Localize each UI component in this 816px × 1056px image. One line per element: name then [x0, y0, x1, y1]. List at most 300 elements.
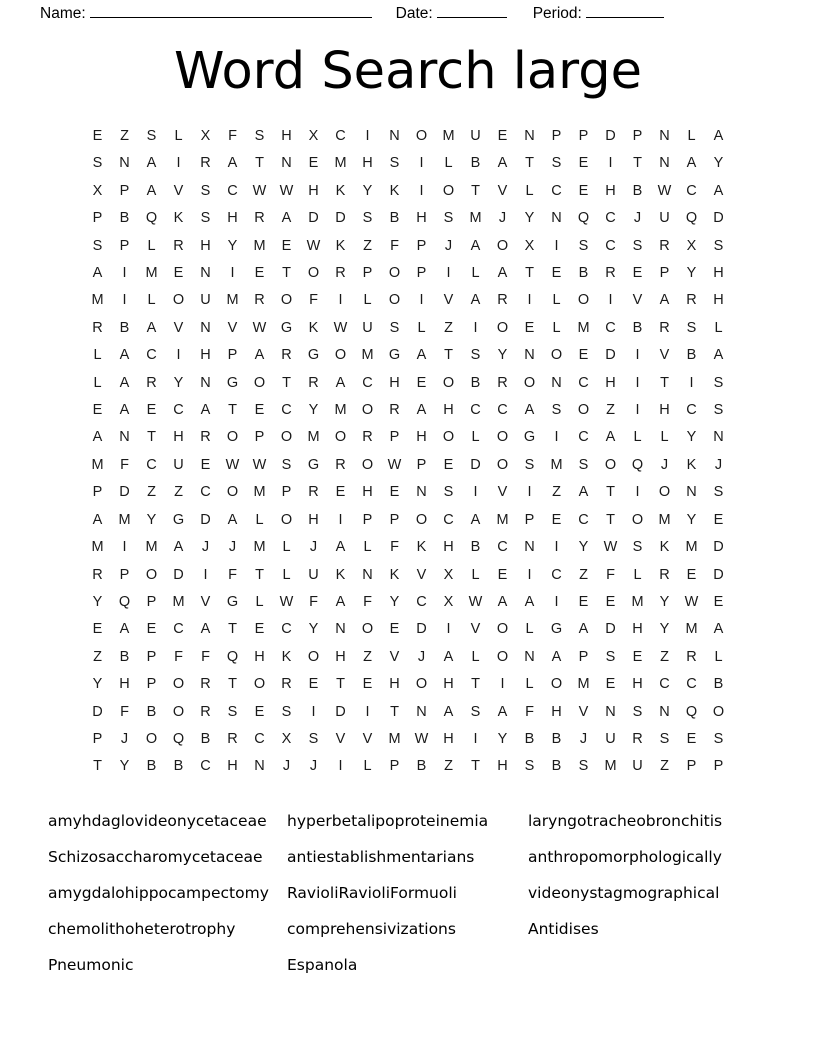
grid-cell[interactable]: E — [281, 237, 292, 254]
grid-cell[interactable]: S — [362, 210, 373, 227]
grid-cell[interactable]: L — [255, 511, 264, 528]
grid-cell[interactable]: P — [416, 237, 427, 254]
grid-cell[interactable]: A — [416, 402, 427, 419]
grid-cell[interactable]: L — [471, 429, 480, 446]
grid-cell[interactable]: N — [659, 128, 670, 144]
grid-cell[interactable]: H — [551, 703, 562, 720]
grid-cell[interactable]: P — [146, 648, 157, 665]
grid-cell[interactable]: Z — [552, 484, 561, 501]
grid-cell[interactable]: E — [146, 621, 157, 638]
grid-cell[interactable]: S — [551, 402, 562, 419]
grid-cell[interactable]: U — [632, 758, 643, 775]
grid-cell[interactable]: S — [524, 758, 535, 775]
grid-cell[interactable]: A — [578, 484, 589, 501]
grid-cell[interactable]: A — [335, 539, 346, 556]
grid-cell[interactable]: I — [635, 374, 640, 391]
grid-cell[interactable]: O — [361, 621, 374, 638]
grid-cell[interactable]: K — [659, 539, 670, 556]
grid-cell[interactable]: L — [147, 237, 156, 254]
grid-cell[interactable]: R — [200, 703, 211, 720]
grid-cell[interactable]: C — [146, 456, 157, 473]
grid-cell[interactable]: T — [336, 676, 345, 693]
grid-cell[interactable]: B — [524, 730, 535, 747]
grid-cell[interactable]: C — [686, 402, 697, 419]
grid-cell[interactable]: F — [120, 456, 129, 473]
grid-cell[interactable]: N — [524, 539, 535, 556]
grid-cell[interactable]: G — [172, 511, 185, 528]
grid-cell[interactable]: I — [419, 292, 424, 309]
grid-cell[interactable]: J — [309, 758, 318, 775]
grid-cell[interactable]: C — [254, 730, 265, 747]
grid-cell[interactable]: C — [605, 237, 616, 254]
grid-cell[interactable]: I — [500, 676, 505, 693]
grid-cell[interactable]: T — [444, 347, 453, 364]
grid-cell[interactable]: V — [578, 703, 589, 720]
grid-cell[interactable]: I — [446, 621, 451, 638]
grid-cell[interactable]: A — [335, 593, 346, 610]
grid-cell[interactable]: A — [659, 292, 670, 309]
grid-cell[interactable]: J — [228, 539, 237, 556]
grid-cell[interactable]: E — [254, 402, 265, 419]
grid-cell[interactable]: I — [554, 237, 559, 254]
grid-cell[interactable]: O — [280, 429, 293, 446]
grid-cell[interactable]: I — [635, 484, 640, 501]
grid-cell[interactable]: P — [146, 593, 157, 610]
grid-cell[interactable]: I — [365, 703, 370, 720]
grid-cell[interactable]: C — [686, 676, 697, 693]
grid-cell[interactable]: A — [497, 265, 508, 282]
grid-cell[interactable]: T — [390, 703, 399, 720]
grid-cell[interactable]: H — [119, 676, 130, 693]
grid-cell[interactable]: S — [281, 456, 292, 473]
grid-cell[interactable]: S — [443, 484, 454, 501]
grid-cell[interactable]: H — [605, 182, 616, 199]
grid-cell[interactable]: H — [713, 292, 724, 309]
grid-cell[interactable]: O — [415, 676, 428, 693]
grid-cell[interactable]: P — [524, 511, 535, 528]
grid-cell[interactable]: M — [253, 484, 266, 501]
grid-cell[interactable]: K — [389, 566, 400, 583]
grid-cell[interactable]: F — [390, 237, 399, 254]
grid-cell[interactable]: N — [524, 347, 535, 364]
grid-cell[interactable]: I — [635, 402, 640, 419]
grid-cell[interactable]: O — [172, 676, 185, 693]
grid-cell[interactable]: E — [605, 676, 616, 693]
grid-cell[interactable]: L — [93, 374, 102, 391]
grid-cell[interactable]: M — [334, 402, 347, 419]
grid-cell[interactable]: C — [281, 621, 292, 638]
grid-cell[interactable]: H — [200, 347, 211, 364]
grid-cell[interactable]: E — [443, 456, 454, 473]
grid-cell[interactable]: T — [228, 621, 237, 638]
grid-cell[interactable]: Y — [659, 593, 670, 610]
grid-cell[interactable]: T — [660, 374, 669, 391]
grid-cell[interactable]: M — [226, 292, 239, 309]
grid-cell[interactable]: Z — [444, 319, 453, 336]
grid-cell[interactable]: E — [686, 730, 697, 747]
grid-cell[interactable]: T — [471, 182, 480, 199]
grid-cell[interactable]: S — [713, 374, 724, 391]
grid-cell[interactable]: S — [443, 210, 454, 227]
grid-cell[interactable]: P — [551, 128, 562, 144]
grid-cell[interactable]: N — [686, 484, 697, 501]
grid-cell[interactable]: X — [443, 593, 454, 610]
grid-cell[interactable]: W — [252, 182, 267, 199]
grid-cell[interactable]: O — [442, 182, 455, 199]
grid-cell[interactable]: Y — [227, 237, 238, 254]
grid-cell[interactable]: H — [443, 402, 454, 419]
grid-cell[interactable]: M — [496, 511, 509, 528]
grid-cell[interactable]: A — [173, 539, 184, 556]
grid-cell[interactable]: F — [228, 128, 237, 144]
grid-cell[interactable]: R — [335, 265, 346, 282]
grid-cell[interactable]: Y — [308, 621, 319, 638]
grid-cell[interactable]: B — [119, 210, 130, 227]
grid-cell[interactable]: A — [119, 374, 130, 391]
grid-cell[interactable]: M — [253, 237, 266, 254]
grid-cell[interactable]: I — [554, 593, 559, 610]
grid-cell[interactable]: B — [119, 319, 130, 336]
grid-cell[interactable]: P — [713, 758, 724, 775]
grid-cell[interactable]: T — [255, 566, 264, 583]
grid-cell[interactable]: O — [496, 429, 509, 446]
grid-cell[interactable]: Y — [713, 155, 724, 172]
grid-cell[interactable]: R — [659, 237, 670, 254]
grid-cell[interactable]: B — [389, 210, 400, 227]
grid-cell[interactable]: O — [172, 703, 185, 720]
grid-cell[interactable]: S — [632, 237, 643, 254]
grid-cell[interactable]: N — [335, 621, 346, 638]
grid-cell[interactable]: F — [309, 292, 318, 309]
grid-cell[interactable]: P — [632, 128, 643, 144]
grid-cell[interactable]: L — [660, 429, 669, 446]
grid-cell[interactable]: H — [308, 182, 319, 199]
grid-cell[interactable]: W — [279, 593, 294, 610]
grid-cell[interactable]: H — [605, 374, 616, 391]
grid-cell[interactable]: F — [606, 566, 615, 583]
grid-cell[interactable]: Y — [578, 539, 589, 556]
grid-cell[interactable]: T — [471, 758, 480, 775]
period-blank-field[interactable] — [586, 4, 664, 18]
grid-cell[interactable]: C — [605, 210, 616, 227]
grid-cell[interactable]: Q — [172, 730, 185, 747]
grid-cell[interactable]: O — [712, 703, 725, 720]
grid-cell[interactable]: M — [145, 539, 158, 556]
grid-cell[interactable]: B — [416, 758, 427, 775]
grid-cell[interactable]: E — [497, 566, 508, 583]
grid-cell[interactable]: V — [443, 292, 454, 309]
grid-cell[interactable]: O — [361, 402, 374, 419]
grid-cell[interactable]: X — [686, 237, 697, 254]
grid-cell[interactable]: L — [714, 319, 723, 336]
grid-cell[interactable]: H — [443, 539, 454, 556]
grid-cell[interactable]: C — [227, 182, 238, 199]
grid-cell[interactable]: A — [524, 402, 535, 419]
grid-cell[interactable]: R — [686, 648, 697, 665]
grid-cell[interactable]: W — [684, 593, 699, 610]
grid-cell[interactable]: E — [578, 593, 589, 610]
grid-cell[interactable]: S — [470, 703, 481, 720]
grid-cell[interactable]: S — [92, 237, 103, 254]
grid-cell[interactable]: I — [608, 155, 613, 172]
grid-cell[interactable]: S — [713, 402, 724, 419]
grid-cell[interactable]: O — [442, 429, 455, 446]
grid-cell[interactable]: O — [577, 292, 590, 309]
grid-cell[interactable]: L — [525, 676, 534, 693]
grid-cell[interactable]: P — [281, 484, 292, 501]
grid-cell[interactable]: T — [525, 155, 534, 172]
grid-cell[interactable]: O — [415, 511, 428, 528]
grid-cell[interactable]: E — [632, 648, 643, 665]
grid-cell[interactable]: M — [604, 758, 617, 775]
grid-cell[interactable]: O — [145, 730, 158, 747]
grid-cell[interactable]: I — [527, 292, 532, 309]
grid-cell[interactable]: J — [120, 730, 129, 747]
grid-cell[interactable]: S — [713, 730, 724, 747]
date-blank-field[interactable] — [437, 4, 507, 18]
grid-cell[interactable]: L — [714, 648, 723, 665]
grid-cell[interactable]: E — [632, 265, 643, 282]
grid-cell[interactable]: U — [659, 210, 670, 227]
grid-cell[interactable]: A — [551, 648, 562, 665]
grid-cell[interactable]: R — [254, 292, 265, 309]
grid-cell[interactable]: Z — [363, 648, 372, 665]
grid-cell[interactable]: M — [118, 511, 131, 528]
grid-cell[interactable]: S — [578, 456, 589, 473]
grid-cell[interactable]: L — [282, 566, 291, 583]
grid-cell[interactable]: X — [443, 566, 454, 583]
grid-cell[interactable]: W — [225, 456, 240, 473]
grid-cell[interactable]: T — [147, 429, 156, 446]
grid-cell[interactable]: E — [416, 374, 427, 391]
grid-cell[interactable]: L — [525, 182, 534, 199]
grid-cell[interactable]: M — [388, 730, 401, 747]
word-list-item[interactable]: Antidises — [528, 919, 599, 938]
grid-cell[interactable]: H — [362, 155, 373, 172]
grid-cell[interactable]: E — [551, 511, 562, 528]
grid-cell[interactable]: D — [605, 347, 616, 364]
word-list-item[interactable]: videonystagmographical — [528, 883, 720, 902]
grid-cell[interactable]: I — [311, 703, 316, 720]
grid-cell[interactable]: L — [93, 347, 102, 364]
grid-cell[interactable]: C — [200, 758, 211, 775]
grid-cell[interactable]: I — [635, 347, 640, 364]
word-list-item[interactable]: Pneumonic — [48, 955, 134, 974]
grid-cell[interactable]: D — [713, 210, 724, 227]
grid-cell[interactable]: S — [389, 155, 400, 172]
grid-cell[interactable]: L — [471, 265, 480, 282]
grid-cell[interactable]: I — [554, 429, 559, 446]
grid-cell[interactable]: B — [632, 319, 643, 336]
grid-cell[interactable]: K — [173, 210, 184, 227]
grid-cell[interactable]: A — [92, 429, 103, 446]
grid-cell[interactable]: B — [173, 758, 184, 775]
grid-cell[interactable]: S — [281, 703, 292, 720]
grid-cell[interactable]: K — [281, 648, 292, 665]
grid-cell[interactable]: B — [200, 730, 211, 747]
grid-cell[interactable]: F — [201, 648, 210, 665]
grid-cell[interactable]: Y — [686, 265, 697, 282]
grid-cell[interactable]: D — [335, 703, 346, 720]
grid-cell[interactable]: M — [91, 539, 104, 556]
grid-cell[interactable]: A — [146, 182, 157, 199]
grid-cell[interactable]: I — [473, 730, 478, 747]
grid-cell[interactable]: V — [200, 593, 211, 610]
grid-cell[interactable]: M — [469, 210, 482, 227]
grid-cell[interactable]: R — [227, 730, 238, 747]
grid-cell[interactable]: W — [414, 730, 429, 747]
grid-cell[interactable]: M — [442, 128, 455, 144]
grid-cell[interactable]: K — [686, 456, 697, 473]
grid-cell[interactable]: P — [146, 676, 157, 693]
grid-cell[interactable]: E — [686, 566, 697, 583]
grid-cell[interactable]: I — [230, 265, 235, 282]
grid-cell[interactable]: H — [632, 676, 643, 693]
word-list-item[interactable]: Espanola — [287, 955, 358, 974]
grid-cell[interactable]: G — [307, 347, 320, 364]
grid-cell[interactable]: O — [496, 456, 509, 473]
grid-cell[interactable]: S — [254, 128, 265, 144]
grid-cell[interactable]: I — [473, 319, 478, 336]
grid-cell[interactable]: R — [281, 676, 292, 693]
grid-cell[interactable]: G — [388, 347, 401, 364]
grid-cell[interactable]: Y — [119, 758, 130, 775]
grid-cell[interactable]: E — [551, 265, 562, 282]
grid-cell[interactable]: Q — [577, 210, 590, 227]
grid-cell[interactable]: P — [416, 265, 427, 282]
grid-cell[interactable]: O — [496, 237, 509, 254]
word-list-item[interactable]: anthropomorphologically — [528, 847, 722, 866]
grid-cell[interactable]: F — [228, 566, 237, 583]
grid-cell[interactable]: O — [388, 265, 401, 282]
word-list-item[interactable]: Schizosaccharomycetaceae — [48, 847, 263, 866]
grid-cell[interactable]: L — [471, 648, 480, 665]
grid-cell[interactable]: E — [605, 593, 616, 610]
grid-cell[interactable]: S — [92, 155, 103, 172]
grid-cell[interactable]: V — [335, 730, 346, 747]
grid-cell[interactable]: Y — [92, 593, 103, 610]
grid-cell[interactable]: P — [119, 182, 130, 199]
grid-cell[interactable]: L — [471, 566, 480, 583]
grid-cell[interactable]: Y — [686, 511, 697, 528]
grid-cell[interactable]: C — [470, 402, 481, 419]
grid-cell[interactable]: E — [389, 484, 400, 501]
grid-cell[interactable]: C — [335, 128, 346, 144]
grid-cell[interactable]: W — [252, 456, 267, 473]
grid-cell[interactable]: O — [550, 676, 563, 693]
grid-cell[interactable]: A — [713, 182, 724, 199]
grid-cell[interactable]: D — [119, 484, 130, 501]
grid-cell[interactable]: Y — [659, 621, 670, 638]
grid-cell[interactable]: Z — [93, 648, 102, 665]
grid-cell[interactable]: M — [253, 539, 266, 556]
grid-cell[interactable]: E — [524, 319, 535, 336]
grid-cell[interactable]: V — [416, 566, 427, 583]
grid-cell[interactable]: N — [200, 319, 211, 336]
grid-cell[interactable]: H — [632, 621, 643, 638]
grid-cell[interactable]: P — [119, 566, 130, 583]
grid-cell[interactable]: S — [713, 237, 724, 254]
grid-cell[interactable]: E — [92, 402, 103, 419]
grid-cell[interactable]: L — [633, 566, 642, 583]
grid-cell[interactable]: J — [498, 210, 507, 227]
name-blank-field[interactable] — [90, 4, 372, 18]
grid-cell[interactable]: O — [280, 511, 293, 528]
grid-cell[interactable]: T — [606, 484, 615, 501]
grid-cell[interactable]: A — [119, 347, 130, 364]
grid-cell[interactable]: F — [525, 703, 534, 720]
grid-cell[interactable]: S — [605, 648, 616, 665]
grid-cell[interactable]: I — [473, 484, 478, 501]
grid-cell[interactable]: R — [308, 374, 319, 391]
grid-cell[interactable]: U — [173, 456, 184, 473]
grid-cell[interactable]: I — [689, 374, 694, 391]
grid-cell[interactable]: Y — [497, 730, 508, 747]
grid-cell[interactable]: D — [605, 128, 616, 144]
grid-cell[interactable]: H — [227, 758, 238, 775]
grid-cell[interactable]: V — [659, 347, 670, 364]
grid-cell[interactable]: M — [685, 539, 698, 556]
grid-cell[interactable]: S — [470, 347, 481, 364]
grid-cell[interactable]: O — [496, 319, 509, 336]
grid-cell[interactable]: M — [172, 593, 185, 610]
grid-cell[interactable]: W — [387, 456, 402, 473]
grid-cell[interactable]: R — [308, 484, 319, 501]
grid-cell[interactable]: F — [120, 703, 129, 720]
grid-cell[interactable]: A — [470, 511, 481, 528]
grid-cell[interactable]: Q — [685, 703, 698, 720]
word-list-item[interactable]: comprehensivizations — [287, 919, 456, 938]
grid-cell[interactable]: T — [228, 676, 237, 693]
grid-cell[interactable]: Q — [226, 648, 239, 665]
grid-cell[interactable]: I — [446, 265, 451, 282]
grid-cell[interactable]: U — [362, 319, 373, 336]
grid-cell[interactable]: T — [471, 676, 480, 693]
grid-cell[interactable]: G — [550, 621, 563, 638]
grid-cell[interactable]: E — [254, 621, 265, 638]
grid-cell[interactable]: P — [92, 730, 103, 747]
word-list-item[interactable]: amyhdaglovideonycetaceae — [48, 811, 267, 830]
grid-cell[interactable]: H — [200, 237, 211, 254]
grid-cell[interactable]: H — [443, 676, 454, 693]
grid-cell[interactable]: A — [281, 210, 292, 227]
grid-cell[interactable]: M — [685, 621, 698, 638]
grid-cell[interactable]: I — [203, 566, 208, 583]
grid-cell[interactable]: C — [443, 511, 454, 528]
grid-cell[interactable]: L — [363, 758, 372, 775]
grid-cell[interactable]: D — [605, 621, 616, 638]
grid-cell[interactable]: L — [255, 593, 264, 610]
grid-cell[interactable]: S — [578, 237, 589, 254]
grid-cell[interactable]: R — [92, 566, 103, 583]
grid-cell[interactable]: O — [523, 374, 536, 391]
grid-cell[interactable]: N — [200, 265, 211, 282]
grid-cell[interactable]: E — [308, 676, 319, 693]
grid-cell[interactable]: C — [659, 676, 670, 693]
grid-cell[interactable]: G — [226, 374, 239, 391]
grid-cell[interactable]: I — [338, 758, 343, 775]
grid-cell[interactable]: Z — [147, 484, 156, 501]
grid-cell[interactable]: A — [497, 593, 508, 610]
grid-cell[interactable]: R — [173, 237, 184, 254]
grid-cell[interactable]: P — [92, 210, 103, 227]
grid-cell[interactable]: E — [578, 182, 589, 199]
grid-cell[interactable]: H — [173, 429, 184, 446]
grid-cell[interactable]: F — [309, 593, 318, 610]
grid-cell[interactable]: J — [282, 758, 291, 775]
grid-cell[interactable]: Y — [146, 511, 157, 528]
grid-cell[interactable]: G — [307, 456, 320, 473]
